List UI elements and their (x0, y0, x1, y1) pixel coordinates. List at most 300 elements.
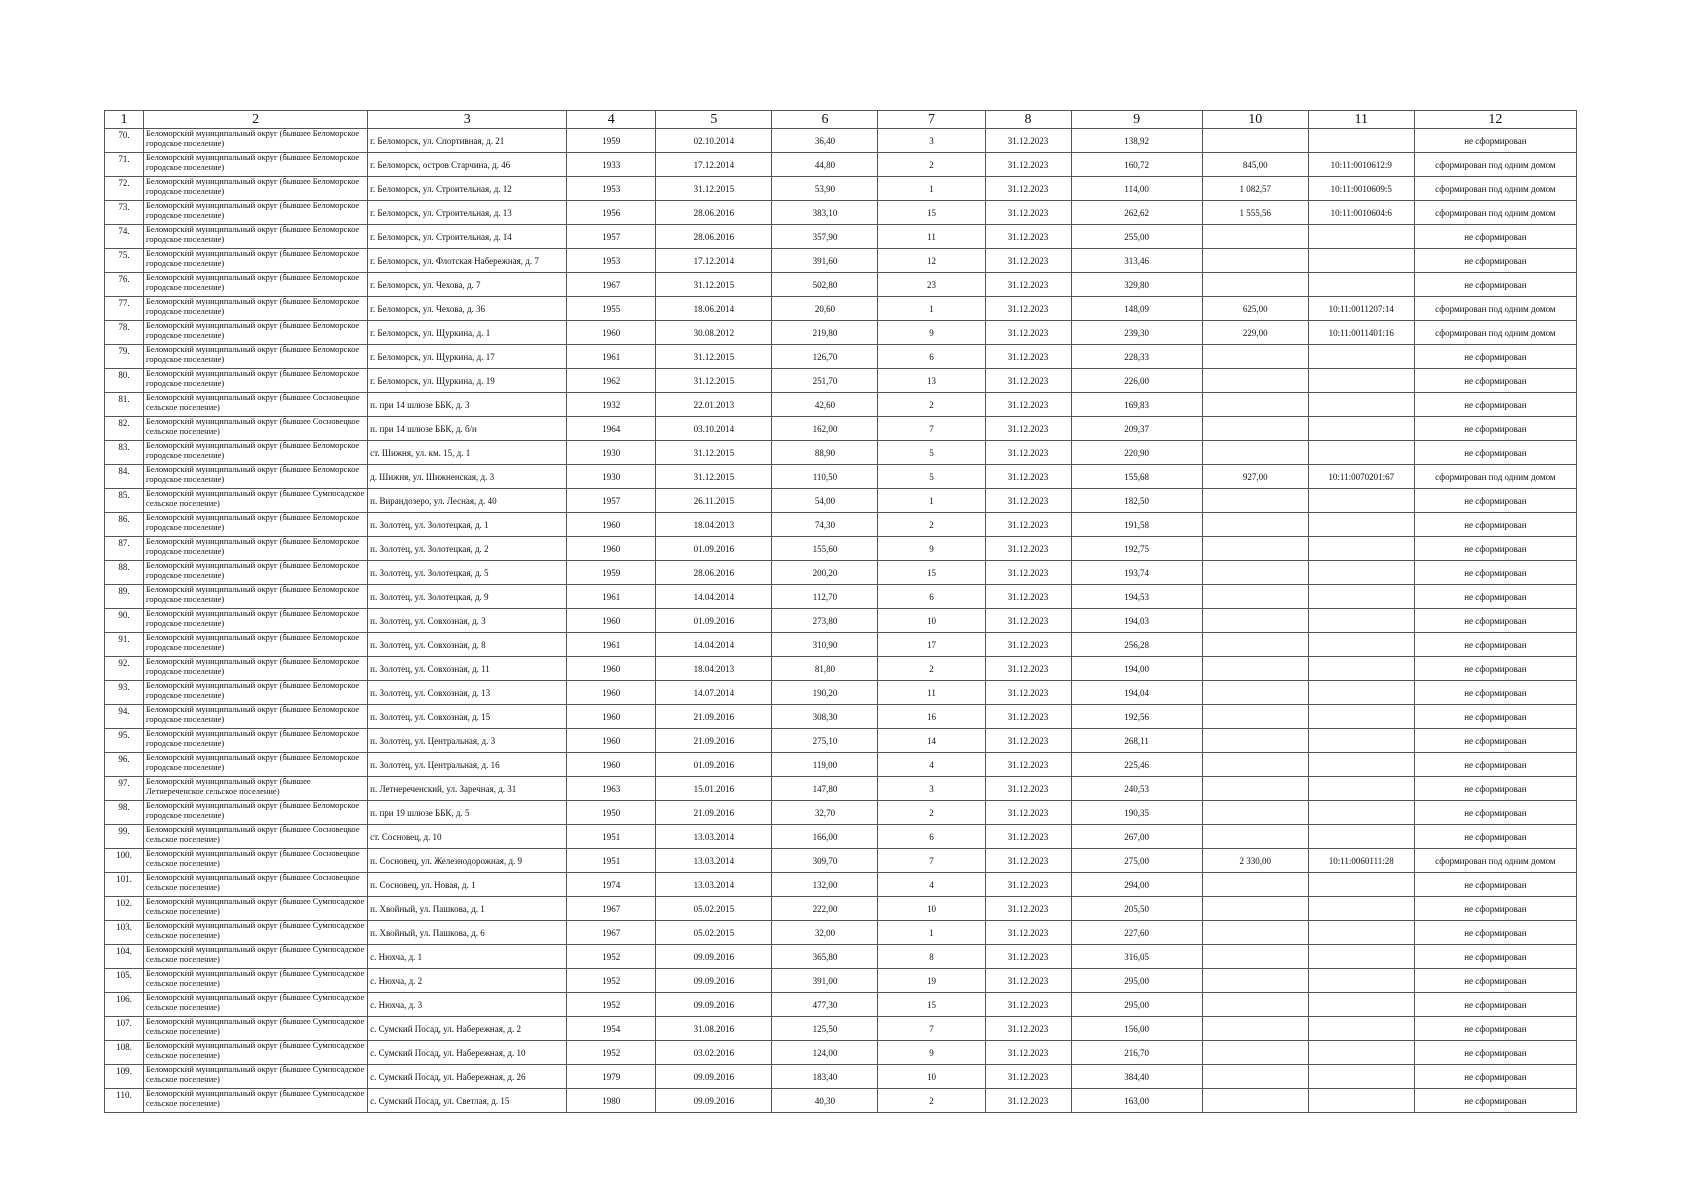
residents-cell: 2 (878, 801, 985, 825)
deadline-cell: 31.12.2023 (985, 777, 1071, 801)
land-status-cell: сформирован под одним домом (1414, 465, 1576, 489)
area-cell: 275,10 (772, 729, 878, 753)
year-built-cell: 1955 (567, 297, 656, 321)
residents-cell: 14 (878, 729, 985, 753)
land-status-cell: не сформирован (1414, 369, 1576, 393)
table-row (105, 177, 1577, 201)
year-built-cell: 1959 (567, 129, 656, 153)
address-cell: п. Золотец, ул. Совхозная, д. 13 (368, 681, 567, 705)
residents-cell: 3 (878, 777, 985, 801)
residents-cell: 7 (878, 417, 985, 441)
deadline-cell: 31.12.2023 (985, 753, 1071, 777)
table-row (105, 1089, 1577, 1113)
year-built-cell: 1960 (567, 681, 656, 705)
area-cell: 110,50 (772, 465, 878, 489)
land-area-cell (1202, 345, 1308, 369)
residents-cell: 10 (878, 609, 985, 633)
cadastral-number-cell (1308, 897, 1414, 921)
cadastral-number-cell (1308, 129, 1414, 153)
municipality-cell: Беломорский муниципальный округ (бывшее Беломорское городское поселение) (144, 201, 368, 225)
table-header (105, 111, 1577, 129)
area-cell: 119,00 (772, 753, 878, 777)
date-cell: 14.04.2014 (656, 585, 772, 609)
land-status-cell: не сформирован (1414, 1089, 1576, 1113)
cadastral-number-cell (1308, 513, 1414, 537)
area-cell: 357,90 (772, 225, 878, 249)
date-cell: 18.04.2013 (656, 657, 772, 681)
deadline-cell: 31.12.2023 (985, 849, 1071, 873)
land-status-cell: не сформирован (1414, 585, 1576, 609)
land-status-cell: не сформирован (1414, 393, 1576, 417)
area-cell: 36,40 (772, 129, 878, 153)
cadastral-number-cell: 10:11:0060111:28 (1308, 849, 1414, 873)
row-number-cell: 73. (105, 201, 144, 225)
deadline-cell: 31.12.2023 (985, 1041, 1071, 1065)
year-built-cell: 1932 (567, 393, 656, 417)
cadastral-number-cell (1308, 969, 1414, 993)
row-number-cell: 96. (105, 753, 144, 777)
municipality-cell: Беломорский муниципальный округ (бывшее Сумпосадское сельское поселение) (144, 1017, 368, 1041)
municipality-cell: Беломорский муниципальный округ (бывшее Беломорское городское поселение) (144, 561, 368, 585)
date-cell: 03.02.2016 (656, 1041, 772, 1065)
address-cell: п. Летнереченский, ул. Заречная, д. 31 (368, 777, 567, 801)
column-header-1: 1 (105, 111, 144, 129)
land-area-cell (1202, 513, 1308, 537)
cost-cell: 209,37 (1071, 417, 1202, 441)
table-row (105, 201, 1577, 225)
residents-cell: 15 (878, 201, 985, 225)
address-cell: с. Сумский Посад, ул. Набережная, д. 10 (368, 1041, 567, 1065)
area-cell: 155,60 (772, 537, 878, 561)
municipality-cell: Беломорский муниципальный округ (бывшее Беломорское городское поселение) (144, 657, 368, 681)
cadastral-number-cell (1308, 585, 1414, 609)
table-row (105, 273, 1577, 297)
area-cell: 32,70 (772, 801, 878, 825)
area-cell: 81,80 (772, 657, 878, 681)
municipality-cell: Беломорский муниципальный округ (бывшее Беломорское городское поселение) (144, 633, 368, 657)
deadline-cell: 31.12.2023 (985, 993, 1071, 1017)
residents-cell: 6 (878, 585, 985, 609)
area-cell: 147,80 (772, 777, 878, 801)
land-area-cell (1202, 921, 1308, 945)
address-cell: с. Сумский Посад, ул. Набережная, д. 26 (368, 1065, 567, 1089)
land-status-cell: не сформирован (1414, 921, 1576, 945)
year-built-cell: 1953 (567, 249, 656, 273)
deadline-cell: 31.12.2023 (985, 417, 1071, 441)
residents-cell: 4 (878, 753, 985, 777)
date-cell: 21.09.2016 (656, 729, 772, 753)
deadline-cell: 31.12.2023 (985, 705, 1071, 729)
cadastral-number-cell (1308, 993, 1414, 1017)
land-area-cell (1202, 801, 1308, 825)
date-cell: 09.09.2016 (656, 969, 772, 993)
cost-cell: 295,00 (1071, 969, 1202, 993)
year-built-cell: 1960 (567, 657, 656, 681)
row-number-cell: 104. (105, 945, 144, 969)
deadline-cell: 31.12.2023 (985, 897, 1071, 921)
area-cell: 32,00 (772, 921, 878, 945)
municipality-cell: Беломорский муниципальный округ (бывшее Беломорское городское поселение) (144, 753, 368, 777)
municipality-cell: Беломорский муниципальный округ (бывшее Сосновецкое сельское поселение) (144, 825, 368, 849)
area-cell: 125,50 (772, 1017, 878, 1041)
land-area-cell (1202, 633, 1308, 657)
deadline-cell: 31.12.2023 (985, 537, 1071, 561)
land-area-cell: 927,00 (1202, 465, 1308, 489)
residents-cell: 1 (878, 489, 985, 513)
municipality-cell: Беломорский муниципальный округ (бывшее Беломорское городское поселение) (144, 273, 368, 297)
row-number-cell: 89. (105, 585, 144, 609)
date-cell: 17.12.2014 (656, 249, 772, 273)
address-cell: п. при 14 шлюзе ББК, д. б/н (368, 417, 567, 441)
land-status-cell: не сформирован (1414, 777, 1576, 801)
land-status-cell: не сформирован (1414, 273, 1576, 297)
cost-cell: 192,75 (1071, 537, 1202, 561)
municipality-cell: Беломорский муниципальный округ (бывшее Сосновецкое сельское поселение) (144, 393, 368, 417)
cost-cell: 239,30 (1071, 321, 1202, 345)
land-area-cell: 229,00 (1202, 321, 1308, 345)
table-row (105, 297, 1577, 321)
year-built-cell: 1959 (567, 561, 656, 585)
row-number-cell: 102. (105, 897, 144, 921)
land-area-cell: 1 082,57 (1202, 177, 1308, 201)
land-area-cell (1202, 609, 1308, 633)
date-cell: 14.04.2014 (656, 633, 772, 657)
land-area-cell (1202, 729, 1308, 753)
year-built-cell: 1960 (567, 513, 656, 537)
deadline-cell: 31.12.2023 (985, 873, 1071, 897)
residents-cell: 13 (878, 369, 985, 393)
row-number-cell: 94. (105, 705, 144, 729)
residents-cell: 19 (878, 969, 985, 993)
cost-cell: 148,09 (1071, 297, 1202, 321)
residents-cell: 6 (878, 345, 985, 369)
residents-cell: 2 (878, 513, 985, 537)
municipality-cell: Беломорский муниципальный округ (бывшее Сумпосадское сельское поселение) (144, 993, 368, 1017)
land-status-cell: сформирован под одним домом (1414, 849, 1576, 873)
year-built-cell: 1979 (567, 1065, 656, 1089)
address-cell: с. Сумский Посад, ул. Набережная, д. 2 (368, 1017, 567, 1041)
table-row (105, 345, 1577, 369)
date-cell: 13.03.2014 (656, 873, 772, 897)
column-header-8: 8 (985, 111, 1071, 129)
year-built-cell: 1952 (567, 1041, 656, 1065)
row-number-cell: 97. (105, 777, 144, 801)
cost-cell: 294,00 (1071, 873, 1202, 897)
address-cell: п. Золотец, ул. Совхозная, д. 8 (368, 633, 567, 657)
residents-cell: 7 (878, 1017, 985, 1041)
year-built-cell: 1963 (567, 777, 656, 801)
cadastral-number-cell (1308, 825, 1414, 849)
row-number-cell: 100. (105, 849, 144, 873)
row-number-cell: 90. (105, 609, 144, 633)
area-cell: 126,70 (772, 345, 878, 369)
cost-cell: 192,56 (1071, 705, 1202, 729)
date-cell: 18.04.2013 (656, 513, 772, 537)
municipality-cell: Беломорский муниципальный округ (бывшее Беломорское городское поселение) (144, 345, 368, 369)
address-cell: г. Беломорск, ул. Щуркина, д. 17 (368, 345, 567, 369)
column-header-7: 7 (878, 111, 985, 129)
residents-cell: 9 (878, 537, 985, 561)
land-status-cell: не сформирован (1414, 1041, 1576, 1065)
address-cell: г. Беломорск, ул. Строительная, д. 13 (368, 201, 567, 225)
date-cell: 09.09.2016 (656, 1089, 772, 1113)
municipality-cell: Беломорский муниципальный округ (бывшее Беломорское городское поселение) (144, 705, 368, 729)
area-cell: 44,80 (772, 153, 878, 177)
land-status-cell: не сформирован (1414, 657, 1576, 681)
land-area-cell (1202, 489, 1308, 513)
municipality-cell: Беломорский муниципальный округ (бывшее Беломорское городское поселение) (144, 801, 368, 825)
row-number-cell: 106. (105, 993, 144, 1017)
land-area-cell (1202, 777, 1308, 801)
row-number-cell: 71. (105, 153, 144, 177)
land-status-cell: не сформирован (1414, 561, 1576, 585)
cost-cell: 228,33 (1071, 345, 1202, 369)
land-status-cell: не сформирован (1414, 801, 1576, 825)
deadline-cell: 31.12.2023 (985, 801, 1071, 825)
row-number-cell: 87. (105, 537, 144, 561)
residents-cell: 3 (878, 129, 985, 153)
row-number-cell: 103. (105, 921, 144, 945)
cost-cell: 256,28 (1071, 633, 1202, 657)
year-built-cell: 1960 (567, 609, 656, 633)
deadline-cell: 31.12.2023 (985, 585, 1071, 609)
area-cell: 132,00 (772, 873, 878, 897)
table-row (105, 705, 1577, 729)
residents-cell: 23 (878, 273, 985, 297)
cadastral-number-cell (1308, 705, 1414, 729)
year-built-cell: 1957 (567, 489, 656, 513)
year-built-cell: 1961 (567, 633, 656, 657)
deadline-cell: 31.12.2023 (985, 273, 1071, 297)
cadastral-number-cell: 10:11:0070201:67 (1308, 465, 1414, 489)
residents-cell: 5 (878, 441, 985, 465)
row-number-cell: 101. (105, 873, 144, 897)
row-number-cell: 75. (105, 249, 144, 273)
row-number-cell: 110. (105, 1089, 144, 1113)
column-header-5: 5 (656, 111, 772, 129)
land-area-cell (1202, 825, 1308, 849)
date-cell: 09.09.2016 (656, 1065, 772, 1089)
deadline-cell: 31.12.2023 (985, 465, 1071, 489)
year-built-cell: 1962 (567, 369, 656, 393)
area-cell: 365,80 (772, 945, 878, 969)
municipality-cell: Беломорский муниципальный округ (бывшее Летнереченское сельское поселение) (144, 777, 368, 801)
row-number-cell: 77. (105, 297, 144, 321)
municipality-cell: Беломорский муниципальный округ (бывшее Беломорское городское поселение) (144, 369, 368, 393)
year-built-cell: 1930 (567, 441, 656, 465)
area-cell: 183,40 (772, 1065, 878, 1089)
municipality-cell: Беломорский муниципальный округ (бывшее Беломорское городское поселение) (144, 321, 368, 345)
land-area-cell (1202, 129, 1308, 153)
date-cell: 01.09.2016 (656, 753, 772, 777)
date-cell: 18.06.2014 (656, 297, 772, 321)
land-area-cell (1202, 393, 1308, 417)
cadastral-number-cell (1308, 489, 1414, 513)
municipality-cell: Беломорский муниципальный округ (бывшее Беломорское городское поселение) (144, 729, 368, 753)
deadline-cell: 31.12.2023 (985, 369, 1071, 393)
table-row (105, 249, 1577, 273)
cost-cell: 194,03 (1071, 609, 1202, 633)
address-cell: с. Нюхча, д. 2 (368, 969, 567, 993)
cost-cell: 329,80 (1071, 273, 1202, 297)
land-status-cell: не сформирован (1414, 1017, 1576, 1041)
row-number-cell: 82. (105, 417, 144, 441)
land-area-cell (1202, 585, 1308, 609)
deadline-cell: 31.12.2023 (985, 561, 1071, 585)
deadline-cell: 31.12.2023 (985, 969, 1071, 993)
cost-cell: 163,00 (1071, 1089, 1202, 1113)
land-area-cell (1202, 873, 1308, 897)
cost-cell: 193,74 (1071, 561, 1202, 585)
deadline-cell: 31.12.2023 (985, 177, 1071, 201)
date-cell: 28.06.2016 (656, 561, 772, 585)
cost-cell: 156,00 (1071, 1017, 1202, 1041)
land-area-cell (1202, 417, 1308, 441)
address-cell: п. Сосновец, ул. Новая, д. 1 (368, 873, 567, 897)
cost-cell: 227,60 (1071, 921, 1202, 945)
deadline-cell: 31.12.2023 (985, 681, 1071, 705)
deadline-cell: 31.12.2023 (985, 1089, 1071, 1113)
address-cell: п. Сосновец, ул. Железнодорожная, д. 9 (368, 849, 567, 873)
table-row (105, 945, 1577, 969)
land-status-cell: не сформирован (1414, 945, 1576, 969)
area-cell: 166,00 (772, 825, 878, 849)
cadastral-number-cell (1308, 393, 1414, 417)
cadastral-number-cell: 10:11:0010604:6 (1308, 201, 1414, 225)
deadline-cell: 31.12.2023 (985, 921, 1071, 945)
address-cell: п. Золотец, ул. Золотецкая, д. 1 (368, 513, 567, 537)
address-cell: г. Беломорск, ул. Строительная, д. 12 (368, 177, 567, 201)
deadline-cell: 31.12.2023 (985, 129, 1071, 153)
table-row (105, 993, 1577, 1017)
year-built-cell: 1967 (567, 273, 656, 297)
cadastral-number-cell (1308, 657, 1414, 681)
address-cell: п. Золотец, ул. Совхозная, д. 11 (368, 657, 567, 681)
cadastral-number-cell (1308, 225, 1414, 249)
land-status-cell: не сформирован (1414, 225, 1576, 249)
table-row (105, 225, 1577, 249)
year-built-cell: 1952 (567, 945, 656, 969)
land-area-cell (1202, 945, 1308, 969)
date-cell: 21.09.2016 (656, 801, 772, 825)
municipality-cell: Беломорский муниципальный округ (бывшее Беломорское городское поселение) (144, 153, 368, 177)
deadline-cell: 31.12.2023 (985, 249, 1071, 273)
row-number-cell: 91. (105, 633, 144, 657)
address-cell: г. Беломорск, ул. Чехова, д. 36 (368, 297, 567, 321)
cadastral-number-cell (1308, 537, 1414, 561)
cost-cell: 114,00 (1071, 177, 1202, 201)
area-cell: 74,30 (772, 513, 878, 537)
date-cell: 02.10.2014 (656, 129, 772, 153)
cost-cell: 191,58 (1071, 513, 1202, 537)
land-status-cell: не сформирован (1414, 633, 1576, 657)
residents-cell: 8 (878, 945, 985, 969)
cost-cell: 268,11 (1071, 729, 1202, 753)
municipality-cell: Беломорский муниципальный округ (бывшее Беломорское городское поселение) (144, 177, 368, 201)
land-status-cell: не сформирован (1414, 969, 1576, 993)
address-cell: п. Золотец, ул. Центральная, д. 3 (368, 729, 567, 753)
municipality-cell: Беломорский муниципальный округ (бывшее Беломорское городское поселение) (144, 129, 368, 153)
land-status-cell: не сформирован (1414, 825, 1576, 849)
date-cell: 05.02.2015 (656, 921, 772, 945)
table-row (105, 1017, 1577, 1041)
address-cell: г. Беломорск, ул. Чехова, д. 7 (368, 273, 567, 297)
year-built-cell: 1957 (567, 225, 656, 249)
municipality-cell: Беломорский муниципальный округ (бывшее Сумпосадское сельское поселение) (144, 1041, 368, 1065)
row-number-cell: 105. (105, 969, 144, 993)
date-cell: 01.09.2016 (656, 609, 772, 633)
date-cell: 31.12.2015 (656, 441, 772, 465)
land-status-cell: сформирован под одним домом (1414, 153, 1576, 177)
address-cell: г. Беломорск, ул. Щуркина, д. 19 (368, 369, 567, 393)
table-row (105, 777, 1577, 801)
municipality-cell: Беломорский муниципальный округ (бывшее Беломорское городское поселение) (144, 537, 368, 561)
deadline-cell: 31.12.2023 (985, 201, 1071, 225)
address-cell: ст. Сосновец, д. 10 (368, 825, 567, 849)
address-cell: с. Нюхча, д. 1 (368, 945, 567, 969)
land-status-cell: сформирован под одним домом (1414, 321, 1576, 345)
deadline-cell: 31.12.2023 (985, 1065, 1071, 1089)
residents-cell: 2 (878, 1089, 985, 1113)
row-number-cell: 76. (105, 273, 144, 297)
address-cell: г. Беломорск, ул. Спортивная, д. 21 (368, 129, 567, 153)
year-built-cell: 1950 (567, 801, 656, 825)
deadline-cell: 31.12.2023 (985, 609, 1071, 633)
deadline-cell: 31.12.2023 (985, 513, 1071, 537)
column-header-4: 4 (567, 111, 656, 129)
column-header-12: 12 (1414, 111, 1576, 129)
land-status-cell: сформирован под одним домом (1414, 201, 1576, 225)
address-cell: п. Золотец, ул. Золотецкая, д. 9 (368, 585, 567, 609)
cost-cell: 194,04 (1071, 681, 1202, 705)
date-cell: 01.09.2016 (656, 537, 772, 561)
table-row (105, 657, 1577, 681)
year-built-cell: 1964 (567, 417, 656, 441)
area-cell: 308,30 (772, 705, 878, 729)
cost-cell: 316,05 (1071, 945, 1202, 969)
row-number-cell: 107. (105, 1017, 144, 1041)
land-status-cell: не сформирован (1414, 681, 1576, 705)
cadastral-number-cell (1308, 273, 1414, 297)
row-number-cell: 95. (105, 729, 144, 753)
date-cell: 15.01.2016 (656, 777, 772, 801)
table-row (105, 609, 1577, 633)
table-row (105, 633, 1577, 657)
area-cell: 222,00 (772, 897, 878, 921)
date-cell: 31.12.2015 (656, 369, 772, 393)
column-header-10: 10 (1202, 111, 1308, 129)
year-built-cell: 1960 (567, 705, 656, 729)
residents-cell: 1 (878, 177, 985, 201)
residents-cell: 2 (878, 657, 985, 681)
row-number-cell: 83. (105, 441, 144, 465)
cadastral-number-cell (1308, 1065, 1414, 1089)
municipality-cell: Беломорский муниципальный округ (бывшее Сумпосадское сельское поселение) (144, 1065, 368, 1089)
municipality-cell: Беломорский муниципальный округ (бывшее Беломорское городское поселение) (144, 681, 368, 705)
date-cell: 13.03.2014 (656, 825, 772, 849)
area-cell: 391,60 (772, 249, 878, 273)
land-area-cell (1202, 993, 1308, 1017)
year-built-cell: 1953 (567, 177, 656, 201)
land-area-cell: 625,00 (1202, 297, 1308, 321)
cadastral-number-cell (1308, 777, 1414, 801)
residents-cell: 2 (878, 393, 985, 417)
year-built-cell: 1933 (567, 153, 656, 177)
date-cell: 30.08.2012 (656, 321, 772, 345)
table-row (105, 441, 1577, 465)
cost-cell: 155,68 (1071, 465, 1202, 489)
residents-cell: 9 (878, 1041, 985, 1065)
